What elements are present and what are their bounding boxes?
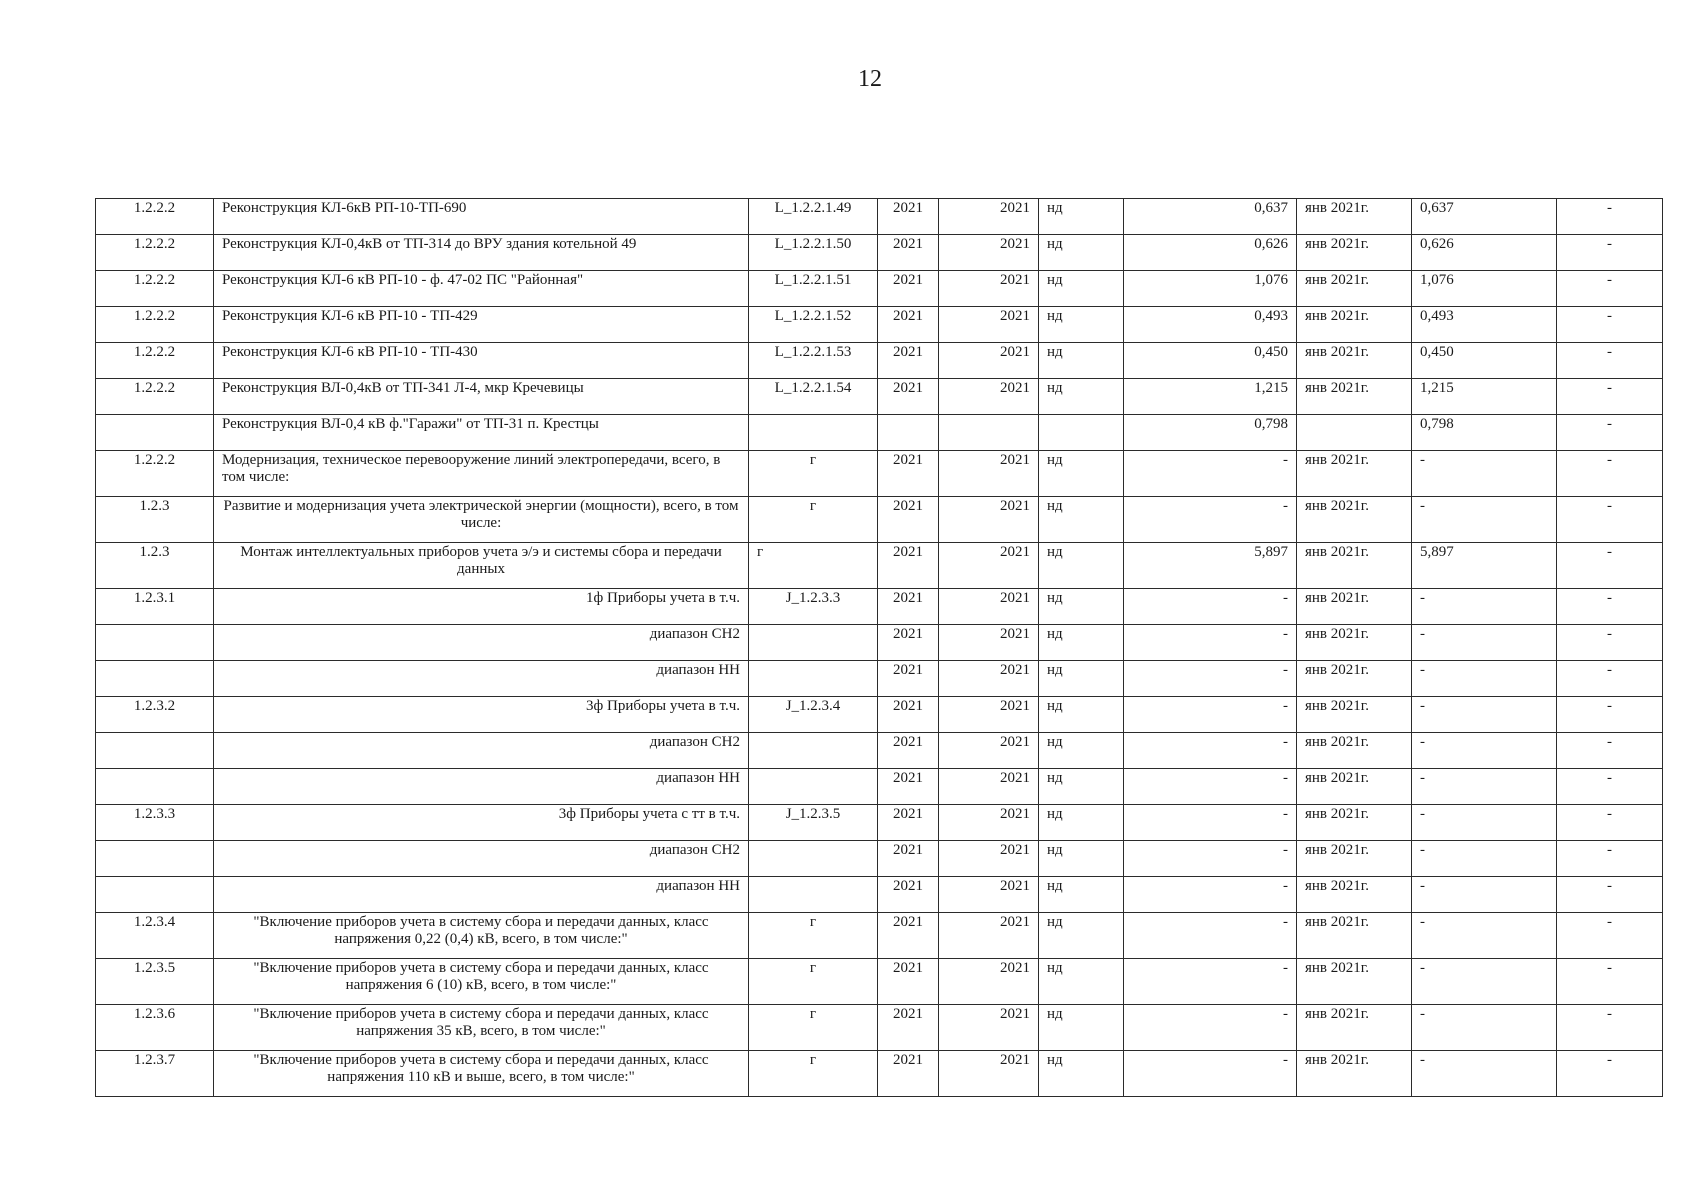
row-unit: нд xyxy=(1039,235,1124,271)
row-number xyxy=(96,769,214,805)
table-row xyxy=(96,661,1663,697)
row-date: янв 2021г. xyxy=(1297,661,1412,697)
row-unit: нд xyxy=(1039,451,1124,497)
table-row xyxy=(96,307,1663,343)
row-value: - xyxy=(1124,697,1297,733)
row-date: янв 2021г. xyxy=(1297,271,1412,307)
row-year-start: 2021 xyxy=(878,625,939,661)
row-name: Модернизация, техническое перевооружение линий электропередачи, всего, в том числе: xyxy=(214,451,749,497)
row-year-start: 2021 xyxy=(878,589,939,625)
row-unit: нд xyxy=(1039,199,1124,235)
row-unit: нд xyxy=(1039,959,1124,1005)
row-code xyxy=(749,841,878,877)
row-unit: нд xyxy=(1039,805,1124,841)
table-row xyxy=(96,415,1663,451)
row-unit: нд xyxy=(1039,1005,1124,1051)
row-last: - xyxy=(1557,625,1663,661)
row-value-2: - xyxy=(1412,733,1557,769)
row-name: диапазон СН2 xyxy=(214,841,749,877)
row-value: - xyxy=(1124,769,1297,805)
row-date: янв 2021г. xyxy=(1297,697,1412,733)
row-value-2: - xyxy=(1412,769,1557,805)
row-value: - xyxy=(1124,625,1297,661)
row-unit xyxy=(1039,415,1124,451)
row-year-start: 2021 xyxy=(878,769,939,805)
row-value-2: - xyxy=(1412,959,1557,1005)
row-unit: нд xyxy=(1039,589,1124,625)
row-year-start: 2021 xyxy=(878,661,939,697)
row-name: Реконструкция КЛ-0,4кВ от ТП-314 до ВРУ здания котельной 49 xyxy=(214,235,749,271)
row-last: - xyxy=(1557,451,1663,497)
row-date: янв 2021г. xyxy=(1297,343,1412,379)
row-name: Реконструкция КЛ-6 кВ РП-10 - ТП-430 xyxy=(214,343,749,379)
table-row xyxy=(96,199,1663,235)
row-name: диапазон НН xyxy=(214,661,749,697)
row-unit: нд xyxy=(1039,1051,1124,1097)
row-number: 1.2.2.2 xyxy=(96,379,214,415)
row-last: - xyxy=(1557,307,1663,343)
row-name: диапазон СН2 xyxy=(214,733,749,769)
row-code: г xyxy=(749,959,878,1005)
row-number xyxy=(96,661,214,697)
row-code xyxy=(749,877,878,913)
row-value-2: - xyxy=(1412,625,1557,661)
row-value-2: - xyxy=(1412,497,1557,543)
row-year-end: 2021 xyxy=(939,769,1039,805)
row-last: - xyxy=(1557,805,1663,841)
row-number: 1.2.2.2 xyxy=(96,199,214,235)
table-row xyxy=(96,497,1663,543)
row-code: J_1.2.3.4 xyxy=(749,697,878,733)
row-number: 1.2.3.6 xyxy=(96,1005,214,1051)
row-number xyxy=(96,841,214,877)
table-row xyxy=(96,343,1663,379)
row-value: - xyxy=(1124,1005,1297,1051)
row-number: 1.2.2.2 xyxy=(96,271,214,307)
row-code xyxy=(749,625,878,661)
row-year-end: 2021 xyxy=(939,877,1039,913)
row-value-2: - xyxy=(1412,1005,1557,1051)
row-value: 0,450 xyxy=(1124,343,1297,379)
row-unit: нд xyxy=(1039,841,1124,877)
row-year-end: 2021 xyxy=(939,841,1039,877)
row-year-end: 2021 xyxy=(939,697,1039,733)
row-date: янв 2021г. xyxy=(1297,451,1412,497)
row-code: L_1.2.2.1.49 xyxy=(749,199,878,235)
row-year-start: 2021 xyxy=(878,379,939,415)
table-row xyxy=(96,271,1663,307)
row-name: Реконструкция ВЛ-0,4кВ от ТП-341 Л-4, мкр Кречевицы xyxy=(214,379,749,415)
row-name: диапазон НН xyxy=(214,877,749,913)
row-last: - xyxy=(1557,415,1663,451)
row-year-end: 2021 xyxy=(939,661,1039,697)
row-name: "Включение приборов учета в систему сбора и передачи данных, класс напряжения 6 (10) кВ, всего, в том числе:" xyxy=(214,959,749,1005)
table-row xyxy=(96,589,1663,625)
row-date: янв 2021г. xyxy=(1297,1005,1412,1051)
row-value-2: - xyxy=(1412,841,1557,877)
row-number: 1.2.3.4 xyxy=(96,913,214,959)
row-unit: нд xyxy=(1039,697,1124,733)
row-last: - xyxy=(1557,841,1663,877)
row-value: 0,493 xyxy=(1124,307,1297,343)
row-name: Реконструкция КЛ-6 кВ РП-10 - ф. 47-02 ПС "Районная" xyxy=(214,271,749,307)
row-value-2: 5,897 xyxy=(1412,543,1557,589)
row-last: - xyxy=(1557,697,1663,733)
row-year-end: 2021 xyxy=(939,379,1039,415)
row-value: 1,215 xyxy=(1124,379,1297,415)
row-code: г xyxy=(749,1005,878,1051)
row-number xyxy=(96,415,214,451)
row-last: - xyxy=(1557,379,1663,415)
row-year-start: 2021 xyxy=(878,199,939,235)
row-value-2: 0,450 xyxy=(1412,343,1557,379)
row-unit: нд xyxy=(1039,271,1124,307)
row-last: - xyxy=(1557,271,1663,307)
row-date: янв 2021г. xyxy=(1297,769,1412,805)
row-value: 5,897 xyxy=(1124,543,1297,589)
row-value: - xyxy=(1124,913,1297,959)
row-year-end: 2021 xyxy=(939,625,1039,661)
row-name: 3ф Приборы учета с тт в т.ч. xyxy=(214,805,749,841)
row-year-start: 2021 xyxy=(878,271,939,307)
row-year-start: 2021 xyxy=(878,697,939,733)
row-value-2: 0,493 xyxy=(1412,307,1557,343)
row-code: L_1.2.2.1.51 xyxy=(749,271,878,307)
row-year-end: 2021 xyxy=(939,451,1039,497)
row-date: янв 2021г. xyxy=(1297,733,1412,769)
row-year-end: 2021 xyxy=(939,343,1039,379)
row-value: - xyxy=(1124,805,1297,841)
row-number: 1.2.3.1 xyxy=(96,589,214,625)
row-code xyxy=(749,415,878,451)
row-number: 1.2.2.2 xyxy=(96,307,214,343)
row-value: - xyxy=(1124,451,1297,497)
row-number: 1.2.3.7 xyxy=(96,1051,214,1097)
row-last: - xyxy=(1557,959,1663,1005)
row-year-start: 2021 xyxy=(878,543,939,589)
row-value: - xyxy=(1124,589,1297,625)
row-value-2: - xyxy=(1412,877,1557,913)
row-year-end: 2021 xyxy=(939,913,1039,959)
row-value: - xyxy=(1124,877,1297,913)
row-date: янв 2021г. xyxy=(1297,805,1412,841)
row-value: - xyxy=(1124,733,1297,769)
row-unit: нд xyxy=(1039,913,1124,959)
row-code: L_1.2.2.1.50 xyxy=(749,235,878,271)
row-number: 1.2.2.2 xyxy=(96,343,214,379)
row-unit: нд xyxy=(1039,877,1124,913)
row-last: - xyxy=(1557,877,1663,913)
row-year-end: 2021 xyxy=(939,805,1039,841)
row-year-end: 2021 xyxy=(939,733,1039,769)
table-row xyxy=(96,543,1663,589)
row-value-2: 1,215 xyxy=(1412,379,1557,415)
row-date: янв 2021г. xyxy=(1297,199,1412,235)
row-name: диапазон СН2 xyxy=(214,625,749,661)
row-year-start: 2021 xyxy=(878,841,939,877)
row-code: г xyxy=(749,913,878,959)
table-row xyxy=(96,913,1663,959)
row-year-start: 2021 xyxy=(878,307,939,343)
row-code: L_1.2.2.1.52 xyxy=(749,307,878,343)
row-number xyxy=(96,733,214,769)
row-unit: нд xyxy=(1039,625,1124,661)
row-year-start: 2021 xyxy=(878,733,939,769)
table-row xyxy=(96,697,1663,733)
row-date: янв 2021г. xyxy=(1297,379,1412,415)
table-row xyxy=(96,733,1663,769)
row-year-start: 2021 xyxy=(878,235,939,271)
row-year-start xyxy=(878,415,939,451)
row-code xyxy=(749,661,878,697)
row-date: янв 2021г. xyxy=(1297,235,1412,271)
row-unit: нд xyxy=(1039,733,1124,769)
page-number: 12 xyxy=(858,66,882,92)
row-unit: нд xyxy=(1039,497,1124,543)
table-row xyxy=(96,769,1663,805)
row-name: 3ф Приборы учета в т.ч. xyxy=(214,697,749,733)
row-year-start: 2021 xyxy=(878,1005,939,1051)
row-year-start: 2021 xyxy=(878,1051,939,1097)
row-date: янв 2021г. xyxy=(1297,589,1412,625)
table-row xyxy=(96,235,1663,271)
row-number: 1.2.3.5 xyxy=(96,959,214,1005)
row-code: г xyxy=(749,451,878,497)
row-last: - xyxy=(1557,343,1663,379)
row-name: Развитие и модернизация учета электрической энергии (мощности), всего, в том числе: xyxy=(214,497,749,543)
row-number: 1.2.2.2 xyxy=(96,451,214,497)
row-date: янв 2021г. xyxy=(1297,625,1412,661)
row-code: L_1.2.2.1.54 xyxy=(749,379,878,415)
row-value: - xyxy=(1124,497,1297,543)
table-row xyxy=(96,1051,1663,1097)
row-year-start: 2021 xyxy=(878,497,939,543)
row-unit: нд xyxy=(1039,769,1124,805)
row-number xyxy=(96,625,214,661)
row-value-2: 0,798 xyxy=(1412,415,1557,451)
row-name: Монтаж интеллектуальных приборов учета э/э и системы сбора и передачи данных xyxy=(214,543,749,589)
row-last: - xyxy=(1557,497,1663,543)
table-row xyxy=(96,841,1663,877)
row-value-2: - xyxy=(1412,1051,1557,1097)
row-number xyxy=(96,877,214,913)
row-last: - xyxy=(1557,199,1663,235)
row-value: 0,637 xyxy=(1124,199,1297,235)
row-value-2: 0,637 xyxy=(1412,199,1557,235)
row-value-2: - xyxy=(1412,661,1557,697)
row-name: диапазон НН xyxy=(214,769,749,805)
table-row xyxy=(96,1005,1663,1051)
row-code xyxy=(749,769,878,805)
row-number: 1.2.3 xyxy=(96,543,214,589)
table-row xyxy=(96,959,1663,1005)
row-value-2: - xyxy=(1412,451,1557,497)
row-value: - xyxy=(1124,1051,1297,1097)
row-year-start: 2021 xyxy=(878,959,939,1005)
row-unit: нд xyxy=(1039,343,1124,379)
row-code: г xyxy=(749,543,878,589)
row-code xyxy=(749,733,878,769)
row-last: - xyxy=(1557,1005,1663,1051)
row-code: L_1.2.2.1.53 xyxy=(749,343,878,379)
row-date: янв 2021г. xyxy=(1297,307,1412,343)
row-year-end: 2021 xyxy=(939,497,1039,543)
row-last: - xyxy=(1557,661,1663,697)
row-year-end: 2021 xyxy=(939,235,1039,271)
row-year-end xyxy=(939,415,1039,451)
row-date: янв 2021г. xyxy=(1297,913,1412,959)
row-number: 1.2.3 xyxy=(96,497,214,543)
row-number: 1.2.3.3 xyxy=(96,805,214,841)
row-value-2: - xyxy=(1412,697,1557,733)
row-year-end: 2021 xyxy=(939,1005,1039,1051)
row-last: - xyxy=(1557,769,1663,805)
row-last: - xyxy=(1557,1051,1663,1097)
row-date: янв 2021г. xyxy=(1297,877,1412,913)
row-year-start: 2021 xyxy=(878,805,939,841)
row-code: J_1.2.3.5 xyxy=(749,805,878,841)
row-year-end: 2021 xyxy=(939,307,1039,343)
row-unit: нд xyxy=(1039,307,1124,343)
data-table xyxy=(95,198,1663,1097)
row-year-start: 2021 xyxy=(878,913,939,959)
row-value-2: - xyxy=(1412,589,1557,625)
row-name: Реконструкция КЛ-6кВ РП-10-ТП-690 xyxy=(214,199,749,235)
row-value: 0,626 xyxy=(1124,235,1297,271)
table-row xyxy=(96,625,1663,661)
row-unit: нд xyxy=(1039,379,1124,415)
table-row xyxy=(96,379,1663,415)
row-date xyxy=(1297,415,1412,451)
row-date: янв 2021г. xyxy=(1297,497,1412,543)
row-value-2: - xyxy=(1412,805,1557,841)
row-number: 1.2.2.2 xyxy=(96,235,214,271)
row-value: - xyxy=(1124,661,1297,697)
row-date: янв 2021г. xyxy=(1297,841,1412,877)
row-last: - xyxy=(1557,733,1663,769)
row-value: 1,076 xyxy=(1124,271,1297,307)
row-year-end: 2021 xyxy=(939,543,1039,589)
row-year-start: 2021 xyxy=(878,877,939,913)
row-name: "Включение приборов учета в систему сбора и передачи данных, класс напряжения 0,22 (0,4) кВ, всего, в том числе:" xyxy=(214,913,749,959)
table-row xyxy=(96,877,1663,913)
row-year-end: 2021 xyxy=(939,271,1039,307)
row-last: - xyxy=(1557,235,1663,271)
row-year-start: 2021 xyxy=(878,451,939,497)
row-value-2: 0,626 xyxy=(1412,235,1557,271)
row-name: 1ф Приборы учета в т.ч. xyxy=(214,589,749,625)
row-last: - xyxy=(1557,913,1663,959)
row-year-end: 2021 xyxy=(939,959,1039,1005)
row-number: 1.2.3.2 xyxy=(96,697,214,733)
row-value-2: - xyxy=(1412,913,1557,959)
row-last: - xyxy=(1557,543,1663,589)
row-date: янв 2021г. xyxy=(1297,543,1412,589)
row-code: г xyxy=(749,497,878,543)
row-unit: нд xyxy=(1039,661,1124,697)
row-name: "Включение приборов учета в систему сбора и передачи данных, класс напряжения 110 кВ и выше, всего, в том числе:" xyxy=(214,1051,749,1097)
row-year-end: 2021 xyxy=(939,1051,1039,1097)
row-name: "Включение приборов учета в систему сбора и передачи данных, класс напряжения 35 кВ, всего, в том числе:" xyxy=(214,1005,749,1051)
row-value: - xyxy=(1124,959,1297,1005)
table-row xyxy=(96,805,1663,841)
row-value-2: 1,076 xyxy=(1412,271,1557,307)
row-code: г xyxy=(749,1051,878,1097)
row-date: янв 2021г. xyxy=(1297,1051,1412,1097)
row-year-end: 2021 xyxy=(939,199,1039,235)
row-name: Реконструкция КЛ-6 кВ РП-10 - ТП-429 xyxy=(214,307,749,343)
row-value: 0,798 xyxy=(1124,415,1297,451)
table-row xyxy=(96,451,1663,497)
row-name: Реконструкция ВЛ-0,4 кВ ф."Гаражи" от ТП-31 п. Крестцы xyxy=(214,415,749,451)
row-date: янв 2021г. xyxy=(1297,959,1412,1005)
row-year-start: 2021 xyxy=(878,343,939,379)
row-unit: нд xyxy=(1039,543,1124,589)
row-value: - xyxy=(1124,841,1297,877)
row-year-end: 2021 xyxy=(939,589,1039,625)
row-last: - xyxy=(1557,589,1663,625)
row-code: J_1.2.3.3 xyxy=(749,589,878,625)
